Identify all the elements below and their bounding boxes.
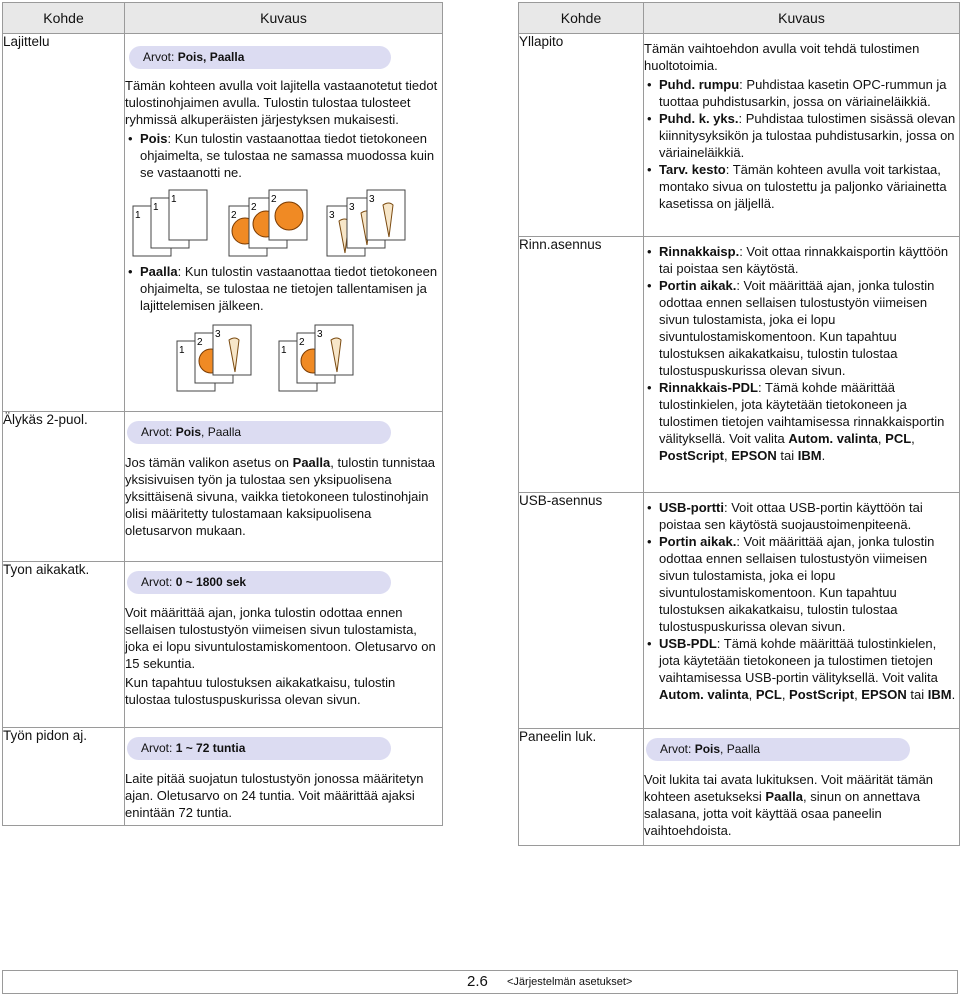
left-settings-table <box>2 2 443 826</box>
collated-pages-image <box>125 316 425 394</box>
svg-text:1: 1 <box>281 345 287 356</box>
collate-on-illustration <box>125 316 442 394</box>
item-tyon-pidon-aj: Työn pidon aj. <box>3 728 125 826</box>
desc-yllapito <box>644 34 960 237</box>
item-alykas-2-puol: Älykäs 2-puol. <box>3 412 125 562</box>
item-paneelin-luk: Paneelin luk. <box>519 729 644 846</box>
usb-pdl: • USB-PDL: Tämä kohde määrittää tulostinkielen, jota käytetään tietokoneen ja tulostimen tietojen vaihtamisessa USB-portin välityksellä. Voit valita Autom. valinta, PCL, PostScript, EPSON tai IBM. <box>644 635 959 703</box>
values-pill: Arvot: 0 ~ 1800 sek <box>127 571 391 594</box>
svg-text:3: 3 <box>317 329 323 340</box>
svg-text:2: 2 <box>231 210 237 221</box>
svg-text:3: 3 <box>369 194 375 205</box>
svg-text:2: 2 <box>271 194 277 205</box>
rinn-portin-aikak: • Portin aikak.: Voit määrittää ajan, jonka tulostin odottaa ennen sellaisen tulostustyön viimeisen sivun tulostamista, joka ei lopu sivuntulostamiskomentoon. Kun tapahtuu tulostuksen aikakatkaisu, tulostin tulostaa tulostuspuskurissa olevan sivun. <box>644 277 959 379</box>
pidon-text: Laite pitää suojatun tulostustyön jonossa määritetyn ajan. Oletusarvo on 24 tuntia. Voit määrittää ajaksi enintään 72 tuntia. <box>125 771 424 820</box>
desc-paneelin-luk <box>644 729 960 846</box>
lajittelu-pois: • Pois: Kun tulostin vastaanottaa tiedot tietokoneen ohjaimelta, se tulostaa ne samassa muodossa kuin se vastaanotti ne. <box>125 130 442 181</box>
header-kohde: Kohde <box>3 3 125 34</box>
item-rinn-asennus: Rinn.asennus <box>519 237 644 493</box>
aikakatk-text-2: Kun tapahtuu tulostuksen aikakatkaisu, tulostin tulostaa tulostuspuskurissa olevan sivun. <box>125 675 396 707</box>
usb-portin-aikak: • Portin aikak.: Voit määrittää ajan, jonka tulostin odottaa ennen sellaisen tulostustyön viimeisen sivun tulostamista, joka ei lopu sivuntulostamiskomentoon. Kun tapahtuu tulostuksen aikakatkaisu, tulostin tulostaa tulostuspuskurissa olevan sivun. <box>644 533 959 635</box>
collate-off-illustration <box>125 181 442 259</box>
desc-rinn-asennus <box>644 237 960 493</box>
yllapito-tarv-kesto: • Tarv. kesto: Tämän kohteen avulla voit tarkistaa, montako sivua on tulostettu ja paljonko väriainetta kasetissa on jäljellä. <box>644 161 959 212</box>
chapter-title: <Järjestelmän asetukset> <box>507 976 633 988</box>
desc-usb-asennus <box>644 493 960 729</box>
rinn-pdl: • Rinnakkais-PDL: Tämä kohde määrittää tulostinkielen, jota käytetään tietokoneen ja tulostimen tietojen vaihtamisessa rinnakkaisportin välityksellä. Voit valita Autom. valinta, PCL, PostScript, EPSON tai IBM. <box>644 379 959 464</box>
svg-text:3: 3 <box>215 329 221 340</box>
values-pill: Arvot: Pois, Paalla <box>129 46 391 69</box>
svg-text:1: 1 <box>171 194 177 205</box>
yllapito-intro: Tämän vaihtoehdon avulla voit tehdä tulostimen huoltotoimia. <box>644 41 920 73</box>
svg-text:2: 2 <box>299 337 305 348</box>
desc-alykas <box>125 412 443 562</box>
paneelin-text: Voit lukita tai avata lukituksen. Voit määrität tämän kohteen asetukseksi Paalla, sinun on annettava salasana, jotta voit käyttää osaa paneelin vaihtoehdoista. <box>644 772 934 838</box>
usb-portti: • USB-portti: Voit ottaa USB-portin käyttöön tai poistaa sen käytöstä suojaustoimenpiteenä. <box>644 499 959 533</box>
lajittelu-intro: Tämän kohteen avulla voit lajitella vastaanotetut tiedot tulostinohjaimen avulla. Tulostin tulostaa tulosteet ryhmissä alkuperäisten järjestyksen mukaisesti. <box>125 78 438 127</box>
svg-text:2: 2 <box>251 202 257 213</box>
svg-text:1: 1 <box>153 202 159 213</box>
yllapito-puhd-rumpu: • Puhd. rumpu: Puhdistaa kasetin OPC-rummun ja tuottaa puhdistusarkin, jossa on väriaineläikkiä. <box>644 76 959 110</box>
item-usb-asennus: USB-asennus <box>519 493 644 729</box>
desc-tyon-pidon <box>125 728 443 826</box>
alykas-text: Jos tämän valikon asetus on Paalla, tulostin tunnistaa yksisivuisen työn ja tulostaa sen yksipuolisena yksittäisenä sivuna, vaikka tietokoneen tulostinohjain olisi määritetty tulostamaan kaksipuolisena oletusarvon mukaan. <box>125 455 436 538</box>
values-pill: Arvot: Pois, Paalla <box>646 738 910 761</box>
item-yllapito: Yllapito <box>519 34 644 237</box>
svg-text:3: 3 <box>329 210 335 221</box>
uncollated-pages-image <box>125 181 425 259</box>
header-kohde: Kohde <box>519 3 644 34</box>
aikakatk-text-1: Voit määrittää ajan, jonka tulostin odottaa ennen sellaisen tulostustyön viimeisen sivun tulostamista, joka ei lopu sivuntulostamiskomentoon. Oletusarvo on 15 sekuntia. <box>125 605 436 671</box>
rinn-rinnakkaisp: • Rinnakkaisp.: Voit ottaa rinnakkaisportin käyttöön tai poistaa sen käytöstä. <box>644 243 959 277</box>
values-pill: Arvot: 1 ~ 72 tuntia <box>127 737 391 760</box>
svg-text:1: 1 <box>179 345 185 356</box>
svg-text:3: 3 <box>349 202 355 213</box>
values-pill: Arvot: Pois, Paalla <box>127 421 391 444</box>
yllapito-puhd-k-yks: • Puhd. k. yks.: Puhdistaa tulostimen sisässä olevan kiinnitysyksikön ja tulostaa puhdistusarkin, jossa on väriaineläikkiä. <box>644 110 959 161</box>
right-settings-table <box>518 2 960 846</box>
desc-lajittelu <box>125 34 443 412</box>
svg-text:2: 2 <box>197 337 203 348</box>
page-number: 2.6 <box>467 973 488 990</box>
svg-text:1: 1 <box>135 210 141 221</box>
lajittelu-paalla: • Paalla: Kun tulostin vastaanottaa tiedot tietokoneen ohjaimelta, se tulostaa ne tietojen tallentamisen ja lajittelemisen jälkeen. <box>125 263 442 314</box>
desc-tyon-aikakatk <box>125 562 443 728</box>
header-kuvaus: Kuvaus <box>125 3 443 34</box>
page-footer <box>2 970 958 994</box>
item-tyon-aikakatk: Tyon aikakatk. <box>3 562 125 728</box>
item-lajittelu: Lajittelu <box>3 34 125 412</box>
header-kuvaus: Kuvaus <box>644 3 960 34</box>
